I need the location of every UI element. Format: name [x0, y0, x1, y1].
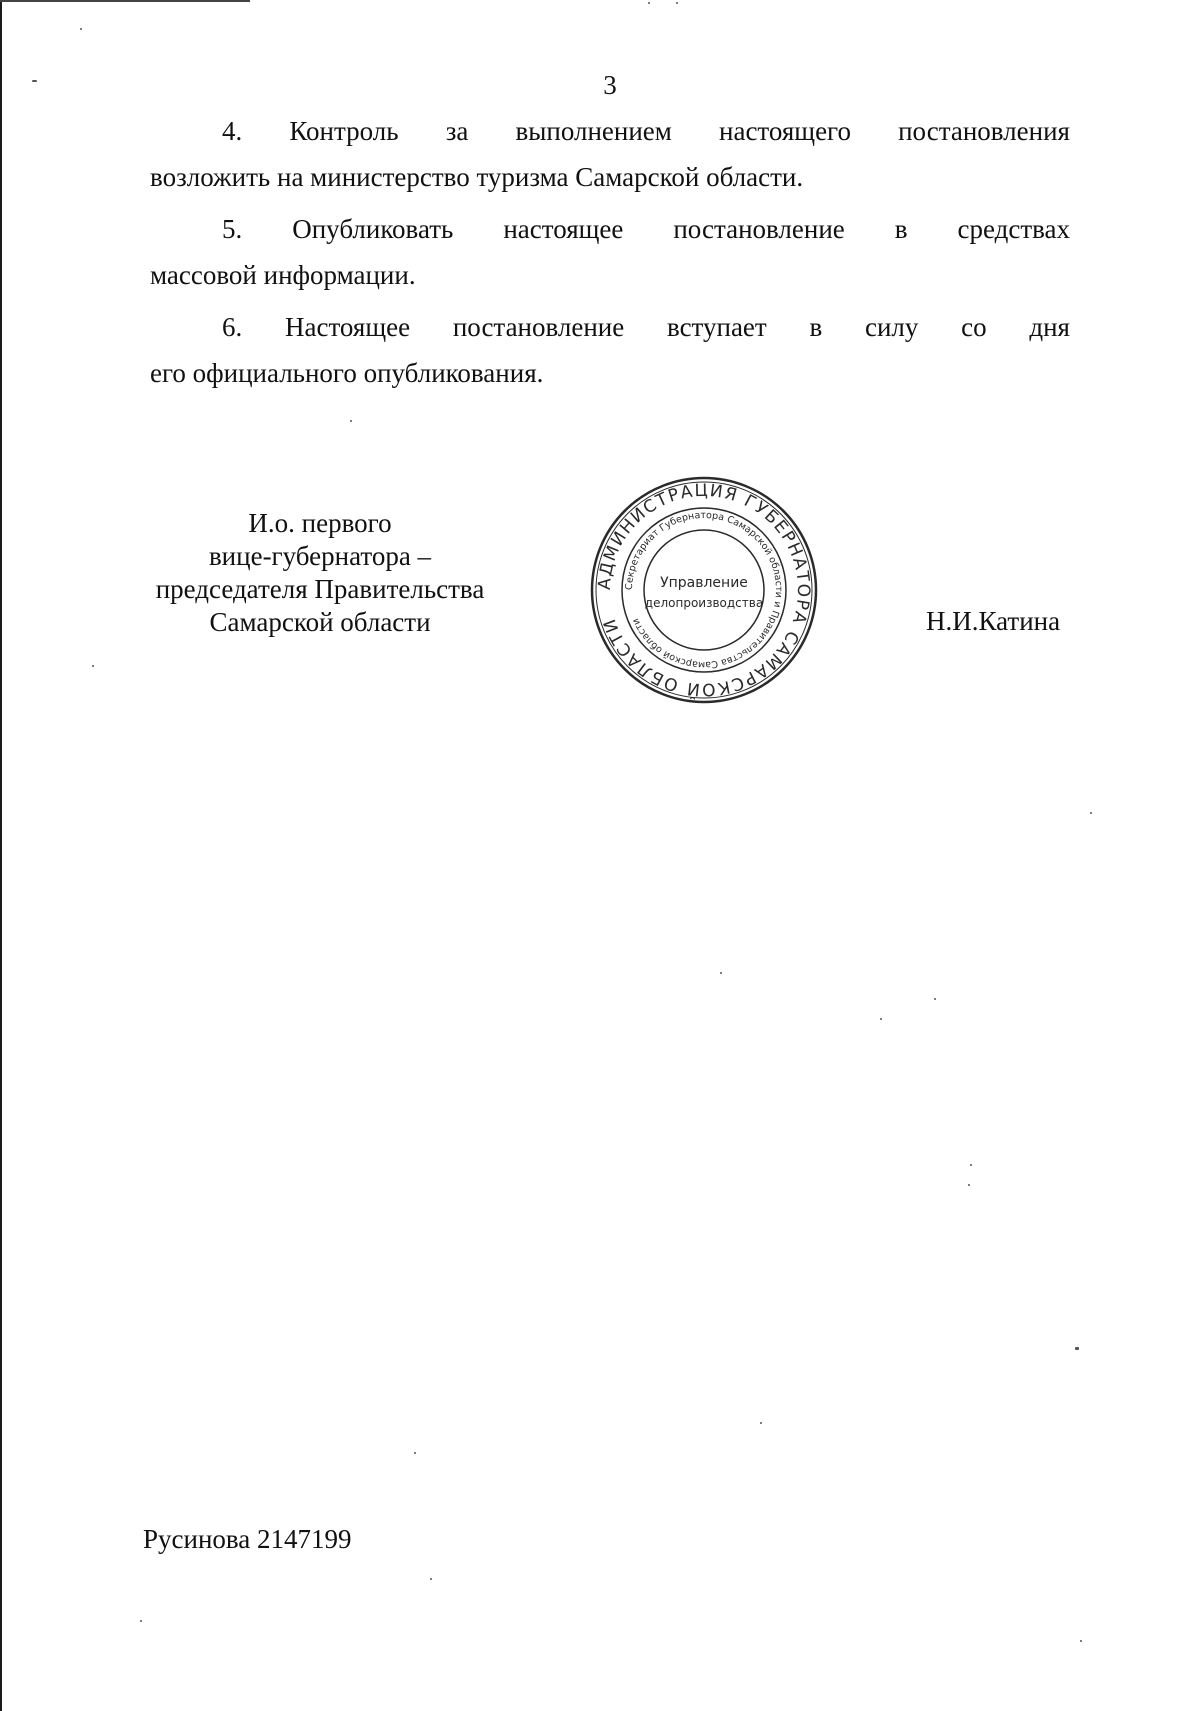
- word: Контроль: [289, 116, 399, 146]
- word: постановление: [673, 214, 845, 244]
- word: Настоящее: [285, 312, 411, 342]
- stamp-center-line-2: делопроизводства: [644, 596, 764, 610]
- word: Опубликовать: [292, 214, 454, 244]
- word: постановления: [898, 116, 1070, 146]
- scan-speck: [32, 80, 37, 82]
- official-stamp: [588, 474, 820, 706]
- executor-contact: Русинова 2147199: [143, 1524, 352, 1554]
- paragraph-6: [150, 304, 1070, 396]
- paragraph-number: 5.: [222, 214, 243, 244]
- paragraph-second-line: возложить на министерство туризма Самарской области.: [150, 162, 804, 192]
- scan-speck: [676, 2, 678, 4]
- word: постановление: [452, 312, 625, 342]
- paragraph-second-line: его официального опубликования.: [150, 358, 544, 388]
- paragraph-4: [150, 108, 1070, 200]
- word: вступает: [666, 312, 767, 342]
- scan-speck: [720, 972, 722, 974]
- paragraph-first-line: [150, 108, 1070, 154]
- word: силу: [864, 312, 919, 342]
- stamp-center-line-1: Управление: [660, 575, 748, 591]
- word: средствах: [957, 214, 1070, 244]
- signer-name: Н.И.Катина: [926, 606, 1061, 636]
- scan-speck: [1090, 812, 1092, 814]
- word: дня: [1029, 312, 1070, 342]
- stamp-outer-text: АДМИНИСТРАЦИЯ ГУБЕРНАТОРА САМАРСКОЙ ОБЛАСТИ: [594, 480, 814, 700]
- scan-speck: [934, 998, 936, 1000]
- scan-speck: [140, 1620, 142, 1622]
- word: настоящего: [719, 116, 851, 146]
- signer-title: [120, 507, 520, 639]
- scan-speck: [760, 1422, 762, 1424]
- scan-speck: [968, 1184, 970, 1186]
- signer-title-line: Самарской области: [209, 607, 431, 637]
- paragraph-first-line: [150, 206, 1070, 252]
- scan-edge-top: [0, 0, 250, 2]
- word: в: [809, 312, 823, 342]
- scan-speck: [880, 1018, 882, 1020]
- paragraph-number: 4.: [222, 116, 243, 146]
- word: настоящее: [503, 214, 624, 244]
- page-number: 3: [603, 70, 617, 100]
- scan-speck: [80, 28, 82, 30]
- signer-title-line: председателя Правительства: [155, 574, 485, 604]
- scan-speck: [970, 1164, 972, 1166]
- word: за: [445, 116, 469, 146]
- stamp-inner-text: Секретариат Губернатора Самарской области и Правительства Самарской области: [623, 509, 785, 671]
- scan-speck: [648, 2, 650, 4]
- scan-speck: [350, 420, 352, 422]
- scan-speck: [414, 1452, 416, 1454]
- word: со: [961, 312, 987, 342]
- signer-title-line: вице-губернатора –: [208, 541, 432, 571]
- word: выполнением: [515, 116, 672, 146]
- signer-title-line: И.о. первого: [248, 508, 392, 538]
- scan-speck: [430, 1578, 432, 1580]
- scan-speck: [1075, 1347, 1079, 1350]
- scan-edge-left: [0, 0, 2, 1711]
- scan-speck: [92, 665, 94, 667]
- paragraph-first-line: [150, 304, 1070, 350]
- word: в: [894, 214, 908, 244]
- paragraph-number: 6.: [222, 312, 243, 342]
- paragraph-second-line: массовой информации.: [150, 260, 416, 290]
- scan-speck: [1080, 1640, 1082, 1642]
- paragraph-5: [150, 206, 1070, 298]
